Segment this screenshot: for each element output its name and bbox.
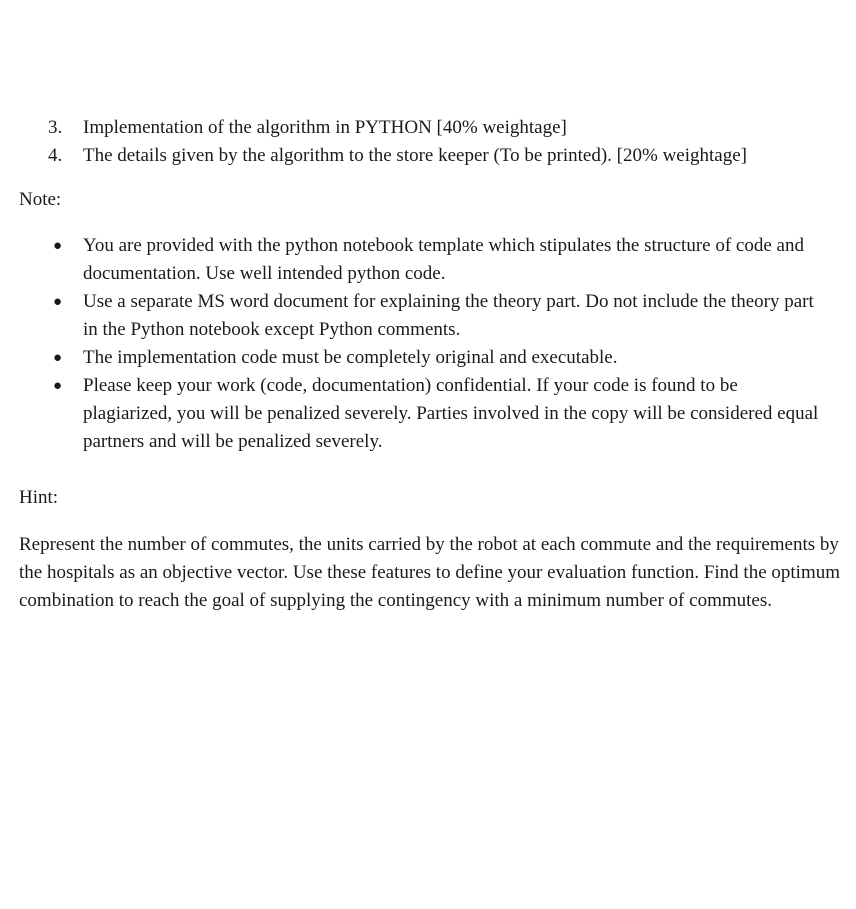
hint-heading: Hint:: [19, 487, 59, 508]
bullet-item: [0, 344, 856, 372]
bullet-item: [0, 288, 856, 344]
bullet-item: [0, 232, 856, 288]
hint-paragraph: Represent the number of commutes, the units carried by the robot at each commute and the requirements by the hospitals as an objective vector. Use these features to define your evaluation function. Find the optimum combination to reach the goal of supplying the contingency with a minimum number of commutes.: [19, 534, 841, 611]
numbered-item: [0, 142, 856, 170]
list-item-text: The details given by the algorithm to the store keeper (To be printed). [20% weightage]: [83, 145, 747, 166]
bullet-text: Use a separate MS word document for explaining the theory part. Do not include the theory part in the Python notebook except Python comments.: [83, 291, 814, 340]
numbered-item: [0, 114, 856, 142]
bullet-item: [0, 372, 856, 456]
list-number: 3.: [48, 117, 63, 138]
list-item-text: Implementation of the algorithm in PYTHON [40% weightage]: [83, 117, 567, 138]
bullet-icon: ●: [53, 238, 63, 254]
list-number: 4.: [48, 145, 63, 166]
bullet-text: The implementation code must be completely original and executable.: [83, 347, 618, 368]
bullet-icon: ●: [53, 378, 63, 394]
bullet-icon: ●: [53, 350, 63, 366]
bullet-icon: ●: [53, 294, 63, 310]
bullet-text: You are provided with the python notebook template which stipulates the structure of code and documentation. Use well intended python code.: [83, 235, 804, 284]
numbered-list: [0, 114, 856, 170]
bullet-text: Please keep your work (code, documentation) confidential. If your code is found to be plagiarized, you will be penalized severely. Parties involved in the copy will be considered equal partners and will be penalized severely.: [83, 375, 819, 452]
note-bullet-list: [0, 232, 856, 456]
note-heading: Note:: [19, 189, 62, 210]
